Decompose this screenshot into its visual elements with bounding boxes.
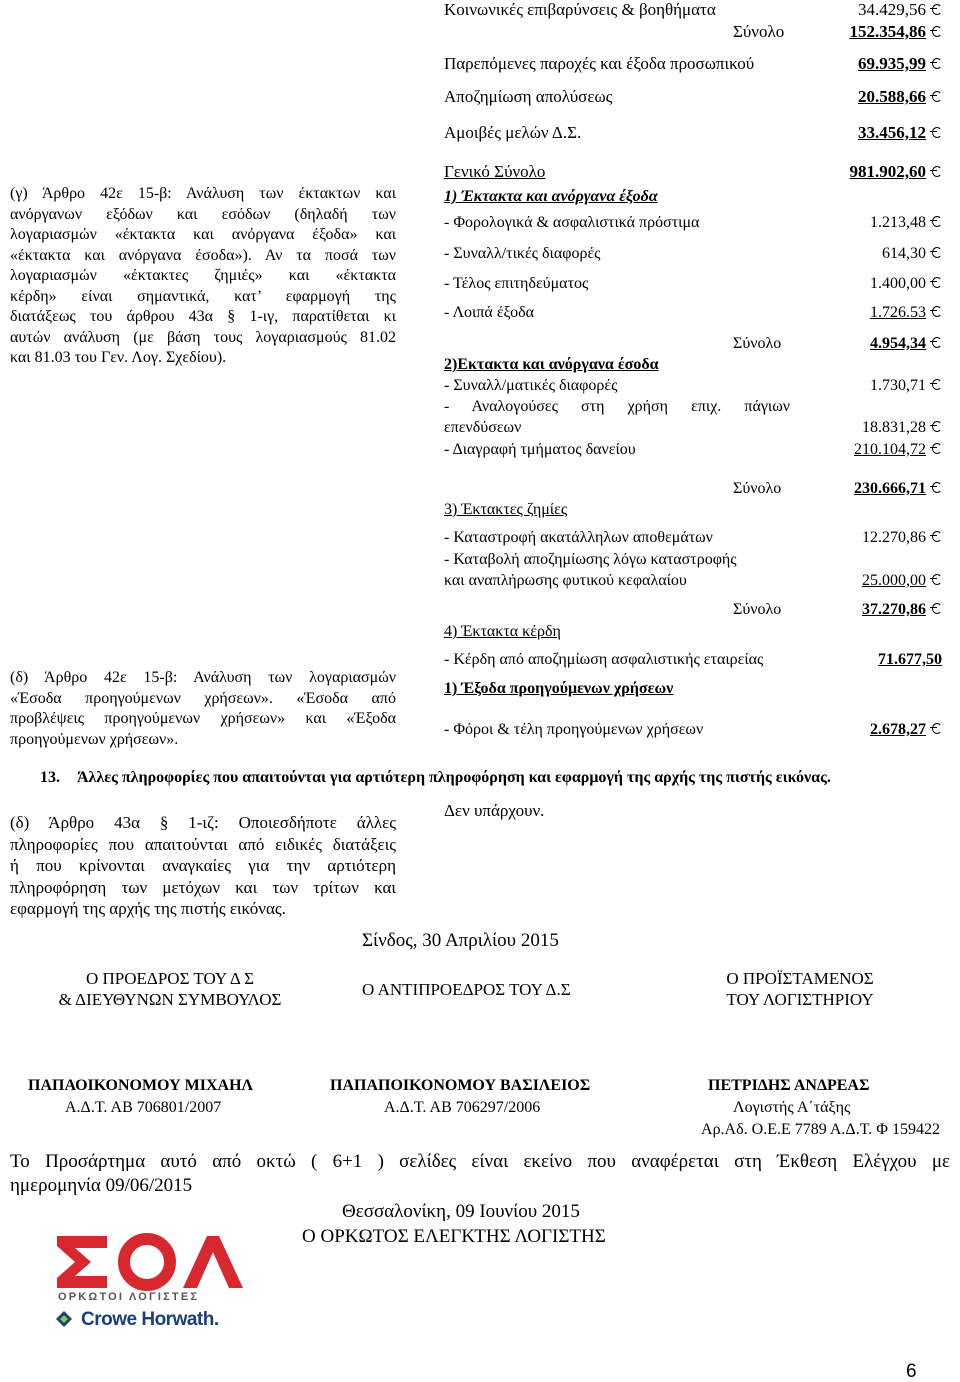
paragraph-line: ανόργανων εξόδων και εσόδων (δηλαδή των [10, 205, 396, 223]
section-13-number: 13. [40, 769, 60, 786]
page-number: 6 [906, 1361, 917, 1382]
row-label: - Διαγραφή τμήματος δανείου [444, 441, 636, 458]
paragraph-line: (γ) Άρθρο 42ε 15-β: Ανάλυση των έκτακτων και [10, 185, 396, 202]
row-amount: 20.588,66 [858, 88, 942, 105]
row-label: - Καταστροφή ακατάλληλων αποθεμάτων [444, 529, 713, 546]
signatory-role: Λογιστής Α΄τάξης [733, 1099, 851, 1116]
heading-extraordinary-income: 2)Εκτακτα και ανόργανα έσοδα [444, 356, 659, 373]
euro-icon [930, 603, 942, 614]
logo-lambda-shape [183, 1236, 243, 1288]
logo-partner: Crowe Horwath. [81, 1309, 219, 1330]
place-date: Σίνδος, 30 Απριλίου 2015 [362, 930, 559, 951]
paragraph-line: «έκτακτα και ανόργανα έσοδα»). Αν τα ποσά των [10, 246, 396, 264]
paragraph-line: προηγούμενων χρήσεων». [10, 730, 179, 748]
row-label: Παρεπόμενες παροχές και έξοδα προσωπικού [444, 54, 755, 73]
signatory-id: Α.Δ.Τ. ΑΒ 706297/2006 [384, 1099, 541, 1116]
paragraph-line: εφαρμογή της αρχής της πιστής εικόνας. [10, 899, 286, 918]
paragraph-line: πληροφόρηση των μετόχων και των τρίτων και [10, 877, 396, 897]
signature-title: & ΔΙΕΥΘΥΝΩΝ ΣΥΜΒΟΥΛΟΣ [58, 990, 282, 1009]
row-amount: 33.456,12 [858, 124, 942, 141]
row-label: Αποζημίωση απολύσεως [444, 87, 613, 106]
row-amount: 34.429,56 [858, 1, 942, 18]
section-d-other-info [10, 812, 396, 920]
section-g-paragraph [10, 184, 396, 369]
footer-auditor: Ο ΟΡΚΩΤΟΣ ΕΛΕΓΚΤΗΣ ΛΟΓΙΣΤΗΣ [302, 1226, 606, 1247]
signatory-name: ΠΑΠΑΠΟΙΚΟΝΟΜΟΥ ΒΑΣΙΛΕΙΟΣ [330, 1077, 591, 1094]
row-amount: 71.677,50 [878, 651, 942, 668]
row-label: - Τέλος επιτηδεύματος [444, 275, 589, 292]
euro-icon [930, 443, 942, 454]
paragraph-line: ή που κρίνονται αναγκαίες για την αρτιότερη [10, 856, 396, 875]
row-label: και αναπλήρωσης φυτικού κεφαλαίου [444, 572, 687, 589]
total-amount: 37.270,86 [862, 602, 942, 618]
row-amount: 981.902,60 [850, 163, 943, 180]
total-label: Σύνολο [733, 601, 782, 618]
row-amount: 1.213,48 [870, 215, 942, 231]
paragraph-line: λογαριασμών «έκτακτες ζημιές» και «έκτακτα [10, 267, 396, 284]
heading-extraordinary-losses: 3) Έκτακτες ζημίες [444, 501, 568, 518]
paragraph-line: κέρδη» είναι σημαντικά, κατ’ εφαρμογή της [10, 287, 396, 305]
signature-title: Ο ΑΝΤΙΠΡΟΕΔΡΟΣ ΤΟΥ Δ.Σ [362, 980, 571, 999]
logo-sigma-shape [57, 1236, 107, 1288]
euro-icon [930, 247, 942, 258]
euro-icon [930, 379, 942, 390]
paragraph-line: αυτών ανάλυση (με βάση τους λογαριασμούς 81.02 [10, 328, 396, 346]
row-amount: 1.400,00 [870, 276, 942, 292]
euro-icon [930, 91, 942, 102]
row-amount: 69.935,99 [858, 55, 942, 72]
row-amount: 12.270,86 [862, 530, 942, 546]
total-label: Σύνολο [733, 335, 782, 352]
footer-statement-date: ημερομηνία 09/06/2015 [10, 1175, 193, 1196]
paragraph-line: (δ) Άρθρο 42ε 15-β: Ανάλυση των λογαριασμών [10, 669, 396, 686]
section-13-title: Άλλες πληροφορίες που απαιτούνται για αρτιότερη πληροφόρηση και εφαρμογή της αρχής της πιστής εικόνας. [77, 769, 831, 786]
euro-icon [930, 127, 942, 138]
euro-icon [930, 58, 942, 69]
row-label: Γενικό Σύνολο [444, 162, 546, 181]
euro-icon [930, 421, 942, 432]
paragraph-line: και 81.03 του Γεν. Λογ. Σχεδίου). [10, 349, 227, 366]
row-amount: 1.730,71 [870, 378, 942, 394]
total-amount: 4.954,34 [870, 336, 942, 352]
sol-crowe-logo [55, 1228, 255, 1338]
euro-icon [930, 277, 942, 288]
row-amount: 18.831,28 [862, 420, 942, 436]
paragraph-line: προβλέψεις προηγούμενων χρήσεων» και «Έξοδα [10, 710, 396, 727]
signatory-name: ΠΕΤΡΙΔΗΣ ΑΝΔΡΕΑΣ [708, 1077, 870, 1094]
row-amount: 1.726.53 [870, 305, 942, 321]
crowe-mark-icon [55, 1310, 73, 1328]
other-info-answer: Δεν υπάρχουν. [444, 801, 545, 820]
row-label: Αμοιβές μελών Δ.Σ. [444, 123, 582, 142]
row-label: - Λοιπά έξοδα [444, 304, 534, 321]
logo-omicron-shape [124, 1239, 170, 1285]
signature-title: Ο ΠΡΟΪΣΤΑΜΕΝΟΣ [726, 969, 874, 988]
row-label: - Αναλογούσες στη χρήση επιχ. πάγιων [444, 398, 790, 415]
row-label: - Κέρδη από αποζημίωση ασφαλιστικής εταιρείας [444, 651, 764, 668]
heading-prior-year-expenses: 1) Έξοδα προηγούμενων χρήσεων [444, 680, 674, 697]
signatory-name: ΠΑΠΑΟΙΚΟΝΟΜΟΥ ΜΙΧΑΗΛ [28, 1077, 253, 1094]
paragraph-line: λογαριασμών «έκτακτα και ανόργανα έξοδα» και [10, 226, 396, 243]
row-amount: 25.000,00 [862, 573, 942, 589]
heading-extraordinary-expenses: 1) Έκτακτα και ανόργανα έξοδα [444, 188, 658, 205]
logo-subtitle: ΟΡΚΩΤΟΙ ΛΟΓΙΣΤΕΣ [58, 1291, 200, 1303]
row-amount: 210.104,72 [854, 442, 942, 458]
euro-icon [930, 482, 942, 493]
row-amount: 2.678,27 [870, 722, 942, 738]
euro-icon [930, 4, 942, 15]
footer-statement: Το Προσάρτημα αυτό από οκτώ ( 6+1 ) σελίδες είναι εκείνο που αναφέρεται στη Έκθεση Ελέγχου με [10, 1151, 950, 1172]
row-label: Σύνολο [733, 22, 785, 41]
row-label: - Φόροι & τέλη προηγούμενων χρήσεων [444, 721, 704, 738]
paragraph-line: πληροφορίες που απαιτούνται από ειδικές διατάξεις [10, 834, 396, 854]
paragraph-line: διατάξεως του άρθρου 43α § 1-ιγ, παρατίθεται κι [10, 308, 396, 325]
signatory-id: Α.Δ.Τ. ΑΒ 706801/2007 [65, 1099, 222, 1116]
row-label: - Καταβολή αποζημίωσης λόγω καταστροφής [444, 551, 737, 568]
euro-icon [930, 216, 942, 227]
row-label: - Συναλλ/τικές διαφορές [444, 245, 601, 262]
euro-icon [930, 531, 942, 542]
total-amount: 230.666,71 [854, 481, 942, 497]
paragraph-line: «Έσοδα προηγούμενων χρήσεων». «Έσοδα από [10, 689, 396, 707]
euro-icon [930, 574, 942, 585]
total-label: Σύνολο [733, 480, 782, 497]
euro-icon [930, 26, 942, 37]
row-label: Κοινωνικές επιβαρύνσεις & βοηθήματα [444, 0, 716, 19]
row-label: - Φορολογικά & ασφαλιστικά πρόστιμα [444, 214, 700, 231]
heading-extraordinary-profits: 4) Έκτακτα κέρδη [444, 623, 561, 640]
paragraph-line: (δ) Άρθρο 43α § 1-ιζ: Οποιεσδήποτε άλλες [10, 813, 396, 832]
row-label: - Συναλλ/ματικές διαφορές [444, 377, 618, 394]
signatory-id: Αρ.Αδ. Ο.Ε.Ε 7789 Α.Δ.Τ. Φ 159422 [701, 1121, 940, 1138]
row-amount: 152.354,86 [850, 23, 943, 40]
row-label: επενδύσεων [444, 419, 522, 436]
euro-icon [930, 723, 942, 734]
row-amount: 614,30 [882, 246, 942, 262]
signature-title: ΤΟΥ ΛΟΓΙΣΤΗΡΙΟΥ [726, 990, 874, 1009]
euro-icon [930, 306, 942, 317]
signature-title: Ο ΠΡΟΕΔΡΟΣ ΤΟΥ Δ Σ [85, 969, 255, 988]
euro-icon [930, 337, 942, 348]
footer-city-date: Θεσσαλονίκη, 09 Ιουνίου 2015 [342, 1201, 580, 1222]
euro-icon [930, 166, 942, 177]
section-d-prior-years [10, 668, 396, 750]
